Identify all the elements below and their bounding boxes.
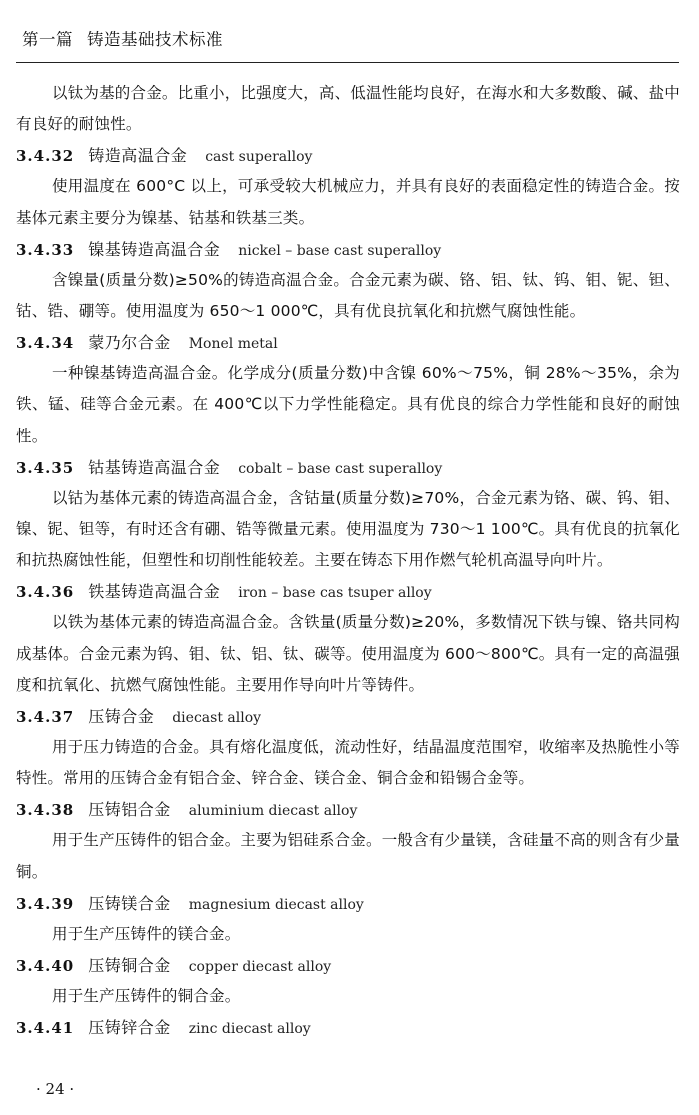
entry-term-en: aluminium diecast alloy <box>188 803 358 820</box>
entry-3-4-32 <box>16 140 680 233</box>
entry-term-zh: 压铸镁合金 <box>88 893 171 913</box>
running-header <box>22 26 223 50</box>
entry-heading <box>16 576 680 607</box>
entry-3-4-36 <box>16 576 680 701</box>
entry-term-en: nickel – base cast superalloy <box>238 242 442 259</box>
entry-3-4-38 <box>16 794 680 887</box>
entry-number: 3.4.39 <box>16 894 75 913</box>
entry-heading <box>16 452 680 483</box>
entry-heading <box>16 327 680 358</box>
entry-heading <box>16 234 680 265</box>
entry-term-zh: 压铸铝合金 <box>88 800 171 820</box>
entry-definition: 以铁为基体元素的铸造高温合金。含铁量(质量分数)≥20%，多数情况下铁与镍、铬共同构成基体。合金元素为钨、钼、钛、铝、钛、碳等。使用温度为 600～800℃。具有一定的高温强度和抗氧化、抗燃气腐蚀性能。主要用作导向叶片等铸件。 <box>16 613 681 694</box>
chapter-label: 第一篇 <box>22 30 73 49</box>
entry-heading <box>16 888 680 919</box>
chapter-title: 铸造基础技术标准 <box>87 30 223 49</box>
entry-heading <box>16 950 680 981</box>
entry-3-4-40 <box>16 950 680 1012</box>
entry-term-en: Monel metal <box>188 336 278 353</box>
entry-number: 3.4.38 <box>16 801 75 820</box>
entry-term-zh: 压铸铜合金 <box>88 956 171 976</box>
entry-definition: 使用温度在 600°C 以上，可承受较大机械应力，并具有良好的表面稳定性的铸造合金。按基体元素主要分为镍基、钴基和铁基三类。 <box>16 177 680 227</box>
entry-term-en: cobalt – base cast superalloy <box>238 460 443 477</box>
entry-number: 3.4.32 <box>16 147 75 166</box>
entry-number: 3.4.36 <box>16 583 75 602</box>
entry-3-4-37 <box>16 701 680 794</box>
entry-heading <box>16 794 680 825</box>
entry-definition: 以钴为基体元素的铸造高温合金，含钴量(质量分数)≥70%，合金元素为铬、碳、钨、钼、镍、铌、钽等，有时还含有硼、锆等微量元素。使用温度为 730～1 100℃。具有优良的抗氧化和抗热腐蚀性能，但塑性和切削性能较差。主要在铸态下用作燃气轮机高温导向叶片。 <box>16 488 680 570</box>
entry-term-zh: 镍基铸造高温合金 <box>88 239 221 259</box>
entry-term-en: diecast alloy <box>172 710 262 727</box>
entry-number: 3.4.34 <box>16 334 75 353</box>
main-content <box>16 78 680 1043</box>
entry-3-4-35 <box>16 452 680 577</box>
entry-number: 3.4.41 <box>16 1019 75 1038</box>
entry-heading <box>16 140 680 171</box>
entry-heading <box>16 701 680 732</box>
entry-definition: 含镍量(质量分数)≥50%的铸造高温合金。合金元素为碳、铬、铝、钛、钨、钼、铌、钽、钴、锆、硼等。使用温度为 650～1 000℃，具有优良抗氧化和抗燃气腐蚀性能。 <box>16 270 680 321</box>
entry-number: 3.4.33 <box>16 240 75 259</box>
entry-term-zh: 压铸锌合金 <box>88 1018 171 1038</box>
entry-term-en: cast superalloy <box>205 149 313 166</box>
entry-3-4-39 <box>16 888 680 950</box>
entry-term-zh: 压铸合金 <box>88 707 155 727</box>
entry-term-en: iron – base cas tsuper alloy <box>238 585 432 602</box>
entry-term-zh: 钴基铸造高温合金 <box>88 457 221 477</box>
entry-3-4-33 <box>16 234 680 327</box>
entry-term-zh: 铸造高温合金 <box>88 146 188 166</box>
intro-paragraph: 以钛为基的合金。比重小，比强度大，高、低温性能均良好，在海水和大多数酸、碱、盐中有良好的耐蚀性。 <box>16 84 681 134</box>
entry-definition: 用于生产压铸件的镁合金。 <box>52 924 241 943</box>
entry-definition: 用于生产压铸件的铝合金。主要为铝硅系合金。一般含有少量镁，含硅量不高的则含有少量铜。 <box>16 831 681 881</box>
entry-definition: 一种镍基铸造高温合金。化学成分(质量分数)中含镍 60%～75%，铜 28%～35%，余为铁、锰、硅等合金元素。在 400℃以下力学性能稳定。具有优良的综合力学性能和良好的耐蚀性。 <box>16 364 680 445</box>
entry-term-zh: 铁基铸造高温合金 <box>88 582 221 602</box>
entry-number: 3.4.40 <box>16 957 75 976</box>
entry-definition: 用于生产压铸件的铜合金。 <box>52 987 241 1006</box>
entry-number: 3.4.35 <box>16 458 75 477</box>
entry-definition: 用于压力铸造的合金。具有熔化温度低，流动性好，结晶温度范围窄，收缩率及热脆性小等特性。常用的压铸合金有铝合金、锌合金、镁合金、铜合金和铅锡合金等。 <box>16 738 681 788</box>
header-rule <box>16 62 679 63</box>
entry-term-en: zinc diecast alloy <box>188 1021 311 1038</box>
entry-heading <box>16 1012 680 1043</box>
entry-term-zh: 蒙乃尔合金 <box>88 333 171 353</box>
entry-term-en: magnesium diecast alloy <box>188 896 364 913</box>
entry-number: 3.4.37 <box>16 708 75 727</box>
page-number: · 24 · <box>36 1080 75 1098</box>
entry-3-4-34 <box>16 327 680 452</box>
entry-term-en: copper diecast alloy <box>188 959 332 976</box>
entry-3-4-41 <box>16 1012 680 1043</box>
